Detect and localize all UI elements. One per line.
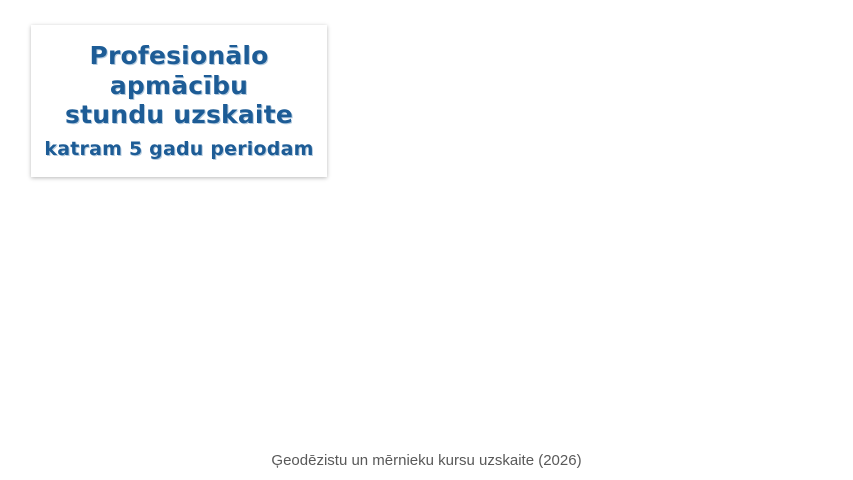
title-card	[31, 25, 327, 177]
title-line-3: stundu uzskaite	[64, 100, 294, 129]
footer-caption: Ģeodēzistu un mērnieku kursu uzskaite (2026)	[271, 452, 582, 469]
title-line-1: Profesionālo	[89, 41, 269, 70]
title-subtitle: katram 5 gadu periodam	[44, 137, 314, 160]
title-line-2: apmācību	[109, 70, 249, 100]
